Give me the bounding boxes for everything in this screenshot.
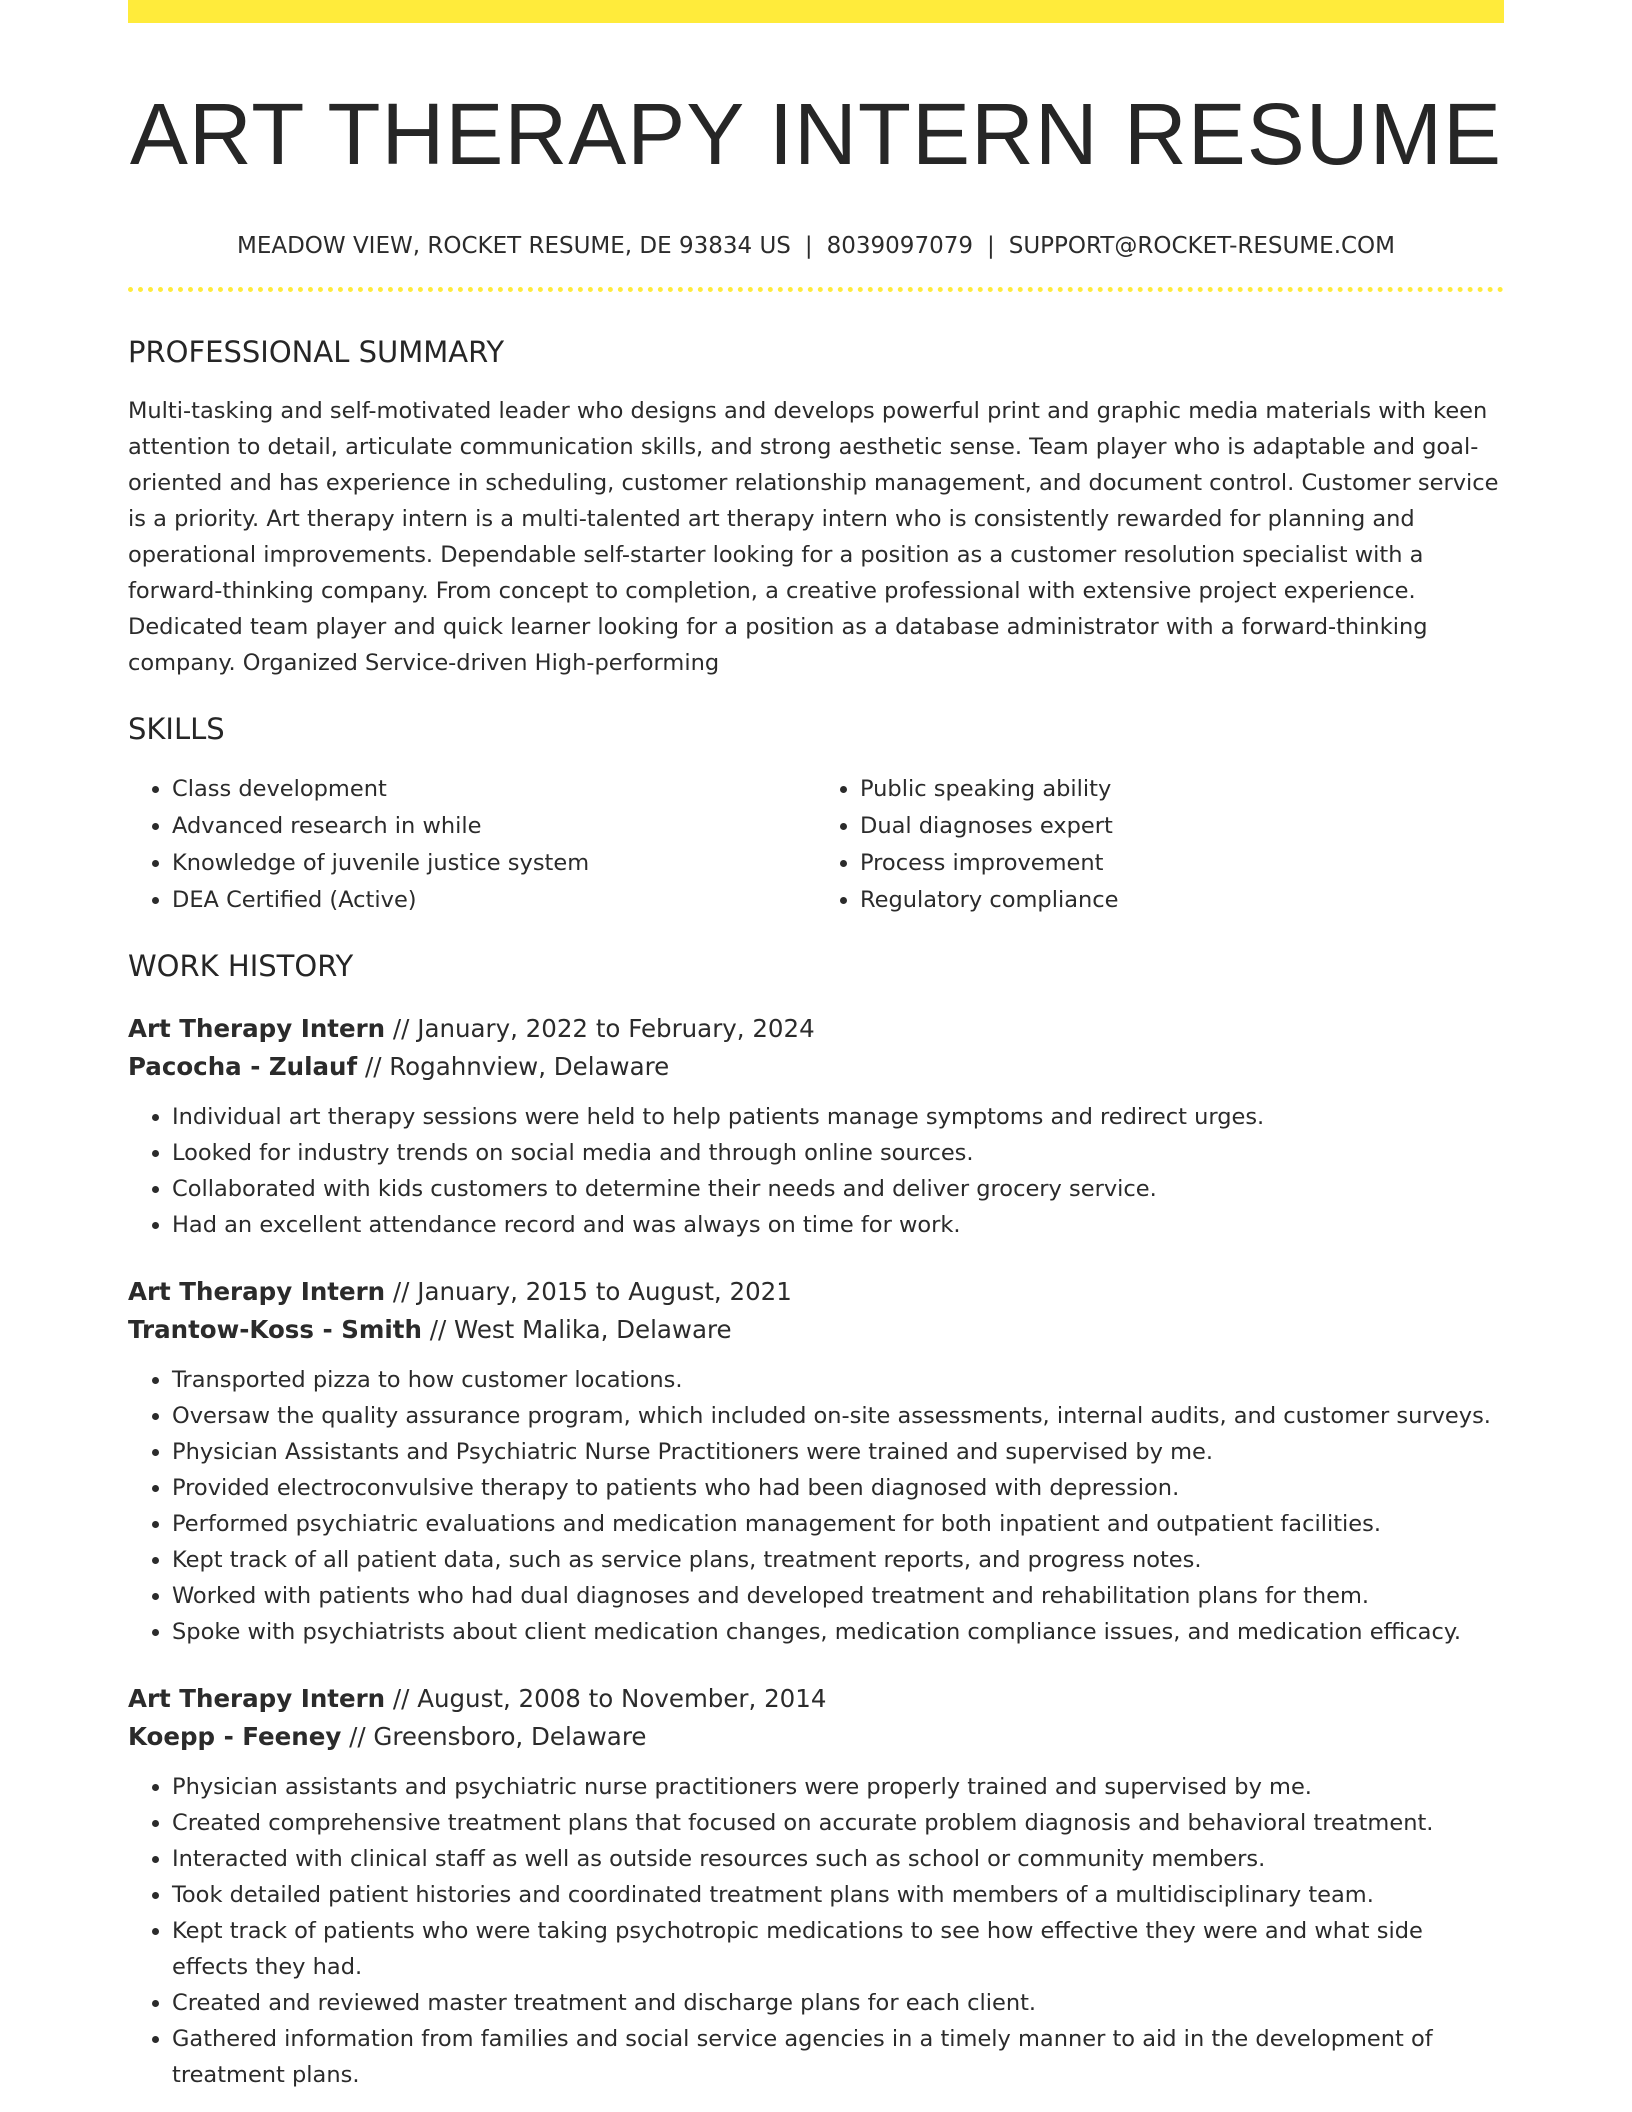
skill-item: • Regulatory compliance — [860, 882, 1504, 919]
job-role: Art Therapy Intern — [128, 1684, 386, 1713]
resume-title: ART THERAPY INTERN RESUME — [129, 86, 1503, 183]
job-entry — [128, 1273, 1504, 1650]
skills-columns — [128, 771, 1504, 919]
resume-page — [128, 0, 1504, 2093]
contact-line — [128, 231, 1504, 261]
job-bullet: • Transported pizza to how customer locations. — [172, 1362, 1504, 1398]
job-bullet: • Created and reviewed master treatment and discharge plans for each client. — [172, 1985, 1504, 2021]
job-bullet: • Looked for industry trends on social media and through online sources. — [172, 1135, 1504, 1171]
skill-item: • Process improvement — [860, 845, 1504, 882]
job-bullets — [128, 1099, 1504, 1243]
job-bullet: • Collaborated with kids customers to determine their needs and deliver grocery service. — [172, 1171, 1504, 1207]
job-bullet: • Gathered information from families and social service agencies in a timely manner to aid in the development of treatment plans. — [172, 2021, 1504, 2093]
job-bullet: • Physician assistants and psychiatric nurse practitioners were properly trained and supervised by me. — [172, 1769, 1504, 1805]
job-company: Trantow-Koss - Smith — [128, 1315, 422, 1344]
job-company: Pacocha - Zulauf — [128, 1052, 358, 1081]
job-title-line — [128, 1010, 1504, 1048]
job-location: // Rogahnview, Delaware — [364, 1052, 670, 1081]
job-dates: // January, 2022 to February, 2024 — [392, 1014, 815, 1043]
job-dates: // August, 2008 to November, 2014 — [392, 1684, 827, 1713]
job-title-line — [128, 1680, 1504, 1718]
skill-item: • DEA Certified (Active) — [172, 882, 816, 919]
job-company-line — [128, 1311, 1504, 1349]
job-bullet: • Had an excellent attendance record and was always on time for work. — [172, 1207, 1504, 1243]
dotted-divider — [128, 287, 1504, 292]
skill-item: • Class development — [172, 771, 816, 808]
skill-item: • Knowledge of juvenile justice system — [172, 845, 816, 882]
job-entry — [128, 1680, 1504, 2093]
summary-paragraph: Multi-tasking and self-motivated leader who designs and develops powerful print and graphic media materials with keen attention to detail, articulate communication skills, and strong aesthetic sense. Team player who is adaptable and goal-oriented and has experience in scheduling, customer relationship management, and document control. Customer service is a priority. Art therapy intern is a multi-talented art therapy intern who is consistently rewarded for planning and operational improvements. Dependable self-starter looking for a position as a customer resolution specialist with a forward-thinking company. From concept to completion, a creative professional with extensive project experience. Dedicated team player and quick learner looking for a position as a database administrator with a forward-thinking company. Organized Service-driven High-performing — [128, 398, 1499, 676]
job-bullet: • Kept track of patients who were taking psychotropic medications to see how effective they were and what side effects they had. — [172, 1913, 1504, 1985]
job-location: // Greensboro, Delaware — [349, 1722, 647, 1751]
accent-top-bar — [128, 0, 1504, 23]
job-bullet: • Kept track of all patient data, such as service plans, treatment reports, and progress notes. — [172, 1542, 1504, 1578]
work-history-heading: WORK HISTORY — [128, 949, 354, 983]
skill-item: • Public speaking ability — [860, 771, 1504, 808]
job-company: Koepp - Feeney — [128, 1722, 342, 1751]
job-bullets — [128, 1769, 1504, 2093]
job-company-line — [128, 1718, 1504, 1756]
job-entry — [128, 1010, 1504, 1243]
job-bullet: • Performed psychiatric evaluations and medication management for both inpatient and outpatient facilities. — [172, 1506, 1504, 1542]
skill-item: • Advanced research in while — [172, 808, 816, 845]
skills-list-left — [128, 771, 816, 919]
job-role: Art Therapy Intern — [128, 1014, 386, 1043]
job-bullets — [128, 1362, 1504, 1650]
job-bullet: • Interacted with clinical staff as well as outside resources such as school or community members. — [172, 1841, 1504, 1877]
skills-list-right — [816, 771, 1504, 919]
contact-separator: | — [986, 233, 995, 259]
job-role: Art Therapy Intern — [128, 1277, 386, 1306]
job-company-line — [128, 1048, 1504, 1086]
contact-address: MEADOW VIEW, ROCKET RESUME, DE 93834 US — [236, 233, 791, 259]
job-bullet: • Created comprehensive treatment plans that focused on accurate problem diagnosis and behavioral treatment. — [172, 1805, 1504, 1841]
job-bullet: • Worked with patients who had dual diagnoses and developed treatment and rehabilitation plans for them. — [172, 1578, 1504, 1614]
job-location: // West Malika, Delaware — [429, 1315, 732, 1344]
job-bullet: • Took detailed patient histories and coordinated treatment plans with members of a multidisciplinary team. — [172, 1877, 1504, 1913]
summary-heading: PROFESSIONAL SUMMARY — [128, 335, 505, 369]
job-bullet: • Individual art therapy sessions were held to help patients manage symptoms and redirect urges. — [172, 1099, 1504, 1135]
job-bullet: • Spoke with psychiatrists about client medication changes, medication compliance issues, and medication efficacy. — [172, 1614, 1504, 1650]
job-title-line — [128, 1273, 1504, 1311]
job-bullet: • Provided electroconvulsive therapy to patients who had been diagnosed with depression. — [172, 1470, 1504, 1506]
contact-phone: 8039097079 — [826, 233, 973, 259]
contact-separator: | — [804, 233, 813, 259]
contact-email: SUPPORT@ROCKET-RESUME.COM — [1008, 233, 1396, 259]
job-bullet: • Physician Assistants and Psychiatric Nurse Practitioners were trained and supervised by me. — [172, 1434, 1504, 1470]
skills-heading: SKILLS — [128, 712, 225, 746]
skill-item: • Dual diagnoses expert — [860, 808, 1504, 845]
job-dates: // January, 2015 to August, 2021 — [392, 1277, 792, 1306]
job-bullet: • Oversaw the quality assurance program, which included on-site assessments, internal audits, and customer surveys. — [172, 1398, 1504, 1434]
